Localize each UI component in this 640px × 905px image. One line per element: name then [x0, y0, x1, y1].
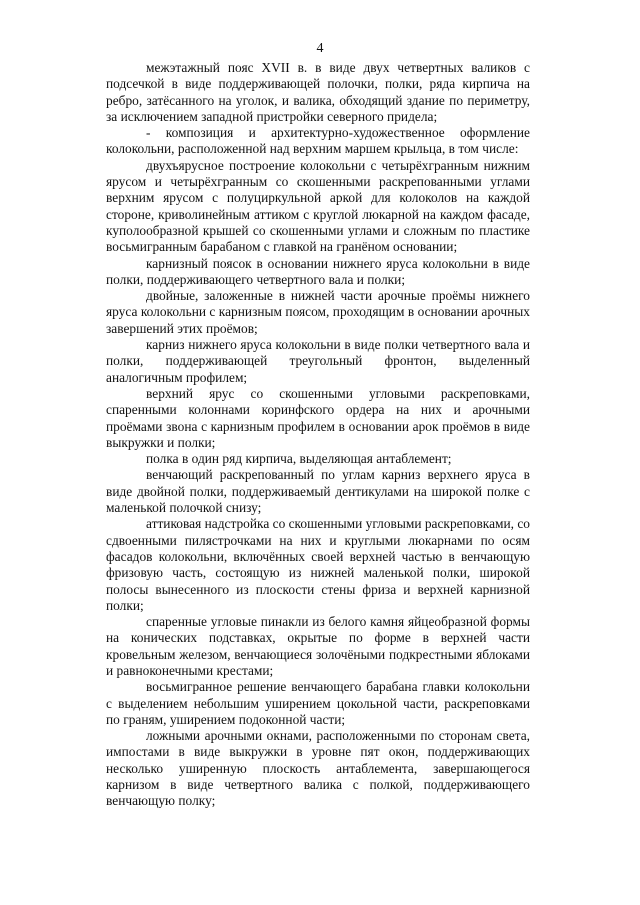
paragraph: верхний ярус со скошенными угловыми раскреповками, спаренными колоннами коринфского ордера на них и арочными проёмами звона с карнизным профилем в основании арок проёмов в виде выкружки и полки;: [106, 385, 530, 450]
page-number: 4: [316, 41, 324, 56]
paragraph: ложными арочными окнами, расположенными по сторонам света, импостами в виде выкружки в уровне пят окон, поддерживающих несколько уширенную плоскость антаблемента, завершающегося карнизом в виде четвертного валика с полкой, поддерживающего венчающую полку;: [106, 728, 530, 809]
paragraph: полка в один ряд кирпича, выделяющая антаблемент;: [146, 451, 452, 467]
paragraph: двойные, заложенные в нижней части арочные проёмы нижнего яруса колокольни с карнизным поясом, проходящим в основании арочных завершений этих проёмов;: [106, 288, 530, 336]
paragraph: спаренные угловые пинакли из белого камня яйцеобразной формы на конических подставках, окрытые по форме в верхней части кровельным железом, венчающиеся золочёными подкрестными яблоками и равноконечными крестами;: [106, 614, 530, 678]
paragraph: венчающий раскрепованный по углам карниз верхнего яруса в виде двойной полки, поддерживаемый дентикулами на широкой полке с маленькой полочкой снизу;: [106, 467, 530, 516]
paragraph: - композиция и архитектурно-художественное оформление колокольни, расположенной над верхним маршем крыльца, в том числе:: [106, 125, 530, 157]
paragraph: карнизный поясок в основании нижнего яруса колокольни в виде полки, поддерживающего четвертного вала и полки;: [106, 255, 530, 287]
document-body: [106, 60, 530, 810]
paragraph: карниз нижнего яруса колокольни в виде полки четвертного вала и полки, поддерживающей треугольный фронтон, выделенный аналогичным профилем;: [106, 337, 530, 385]
paragraph: межэтажный пояс XVII в. в виде двух четвертных валиков с подсечкой в виде поддерживающей полочки, полки, ряда кирпича на ребро, затёсанного на уголок, и валика, обходящий здание по периметру, за исключением западной пристройки северного придела;: [106, 60, 530, 124]
paragraph: аттиковая надстройка со скошенными угловыми раскреповками, со сдвоенными пилястрочками на них и круглыми люкарнами по осям фасадов колокольни, включённых своей верхней частью в венчающую фризовую часть, состоящую из нижней маленькой полки, широкой полосы вынесенного из плоскости стены фриза и верхней карнизной полки;: [106, 516, 530, 613]
paragraph: восьмигранное решение венчающего барабана главки колокольни с выделением небольшим уширением цокольной части, раскреповками по граням, уширением подоконной части;: [106, 679, 530, 727]
paragraph: двухъярусное построение колокольни с четырёхгранным нижним ярусом и четырёхгранным со скошенными раскрепованными углами верхним ярусом с полуциркульной аркой для колоколов на каждой стороне, криволинейным аттиком с круглой люкарной на каждом фасаде, куполообразной крышей со скошенными углами и сложным по пластике восьмигранным барабаном с главкой на гранёном основании;: [106, 157, 530, 255]
